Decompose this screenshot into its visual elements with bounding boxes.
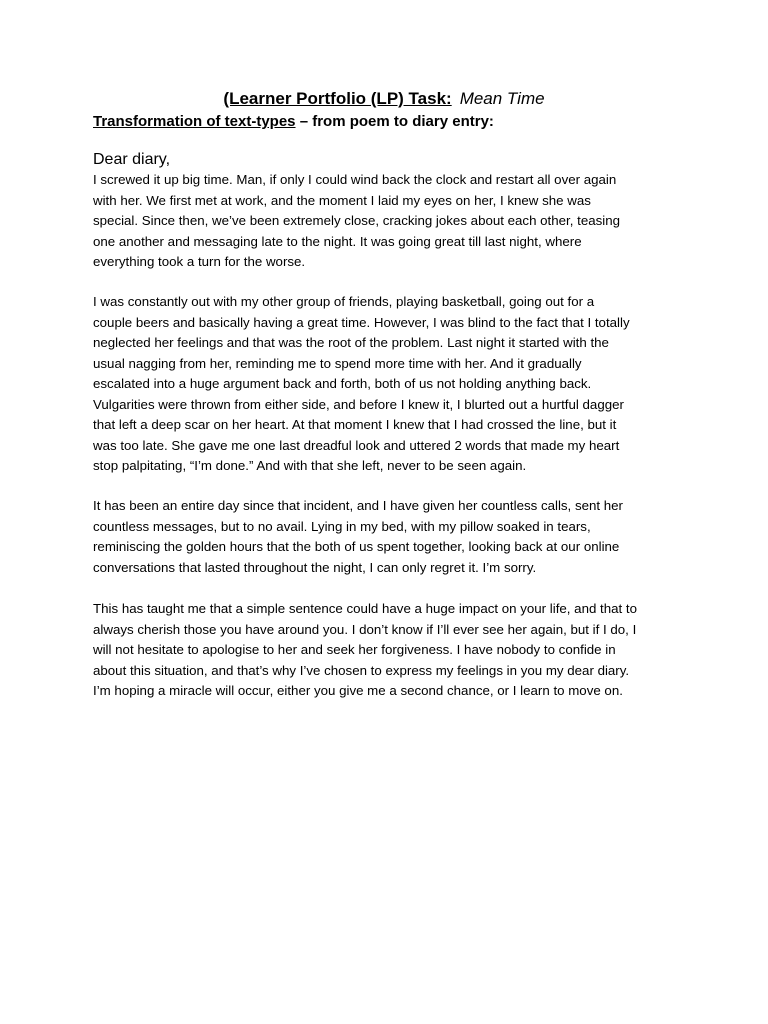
subtitle-underlined: Transformation of text-types bbox=[93, 113, 296, 130]
subtitle-rest: – from poem to diary entry: bbox=[295, 113, 494, 130]
text-line: I was constantly out with my other group of friends, playing basketball, going out for a bbox=[93, 294, 595, 309]
text-line: usual nagging from her, reminding me to spend more time with her. And it gradually bbox=[93, 355, 582, 371]
paragraph-4 bbox=[93, 599, 683, 702]
text-line: couple beers and basically having a great time. However, I was blind to the fact that I totally bbox=[93, 314, 630, 330]
diary-salutation: Dear diary, bbox=[93, 151, 171, 168]
title-label: (Learner Portfolio (LP) Task: bbox=[223, 89, 452, 108]
document-subtitle bbox=[93, 112, 494, 132]
paragraph-2 bbox=[93, 292, 683, 477]
text-line: about this situation, and that’s why I’ve chosen to express my feelings in you my dear diary. bbox=[93, 662, 630, 678]
text-line: I’m hoping a miracle will occur, either you give me a second chance, or I learn to move on. bbox=[93, 683, 623, 698]
text-line: that left a deep scar on her heart. At that moment I knew that I had crossed the line, but it bbox=[93, 417, 617, 432]
text-line: with her. We first met at work, and the moment I laid my eyes on her, I knew she was bbox=[93, 192, 591, 208]
text-line: special. Since then, we’ve been extremely close, cracking jokes about each other, teasing bbox=[93, 213, 621, 228]
text-line: I screwed it up big time. Man, if only I could wind back the clock and restart all over again bbox=[93, 172, 617, 187]
text-line: It has been an entire day since that incident, and I have given her countless calls, sent her bbox=[93, 498, 623, 513]
paragraph-3 bbox=[93, 496, 683, 578]
text-line: always cherish those you have around you. I don’t know if I’ll ever see her again, but if I do, I bbox=[93, 621, 637, 637]
text-line: neglected her feelings and that was the root of the problem. Last night it started with the bbox=[93, 335, 609, 350]
text-line: everything took a turn for the worse. bbox=[93, 254, 306, 269]
text-line: stop palpitating, “I’m done.” And with that she left, never to be seen again. bbox=[93, 458, 527, 473]
text-line: This has taught me that a simple sentence could have a huge impact on your life, and that to bbox=[93, 601, 638, 616]
text-line: escalated into a huge argument back and forth, both of us not holding anything back. bbox=[93, 376, 592, 391]
text-line: Vulgarities were thrown from either side, and before I knew it, I blurted out a hurtful dagger bbox=[93, 396, 624, 412]
text-line: conversations that lasted throughout the night, I can only regret it. I’m sorry. bbox=[93, 559, 537, 575]
title-name: Mean Time bbox=[459, 89, 545, 108]
text-line: countless messages, but to no avail. Lying in my bed, with my pillow soaked in tears, bbox=[93, 518, 591, 534]
text-line: reminiscing the golden hours that the both of us spent together, looking back at our online bbox=[93, 539, 620, 554]
text-line: will not hesitate to apologise to her and seek her forgiveness. I have nobody to confide in bbox=[93, 642, 616, 657]
text-line: one another and messaging late to the night. It was going great till last night, where bbox=[93, 233, 582, 249]
text-line: was too late. She gave me one last dreadful look and uttered 2 words that made my heart bbox=[93, 437, 620, 453]
paragraph-1 bbox=[93, 170, 683, 273]
document-title bbox=[0, 88, 768, 110]
